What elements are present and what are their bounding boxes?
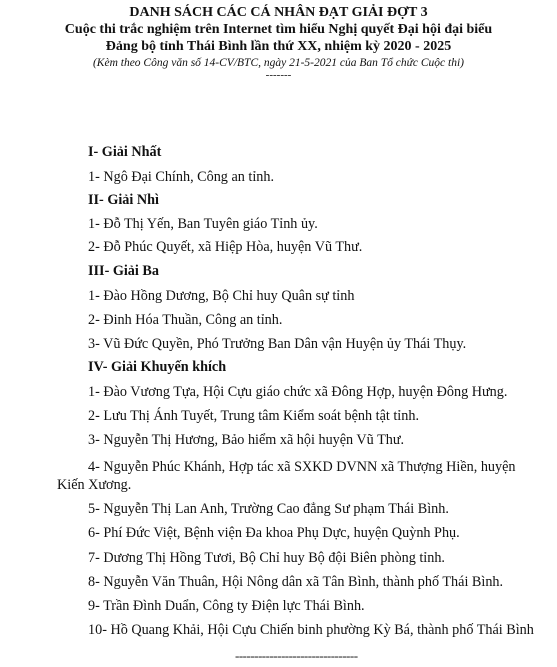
list-item: 6- Phí Đức Việt, Bệnh viện Đa khoa Phụ Dực, huyện Quỳnh Phụ. (88, 525, 460, 541)
document-subtitle-line-2: Đảng bộ tỉnh Thái Bình lần thứ XX, nhiệm kỳ 2020 - 2025 (105, 39, 452, 54)
list-item: 3- Nguyễn Thị Hương, Bảo hiểm xã hội huyện Vũ Thư. (88, 432, 405, 448)
section-heading-encouragement-prize: IV- Giải Khuyến khích (88, 359, 227, 375)
footer-separator: -------------------------------- (235, 648, 358, 663)
document-subtitle-line-1: Cuộc thi trắc nghiệm trên Internet tìm hiểu Nghị quyết Đại hội đại biểu (64, 22, 493, 37)
list-item: 8- Nguyễn Văn Thuân, Hội Nông dân xã Tân Bình, thành phố Thái Bình. (88, 574, 504, 590)
list-item: 10- Hồ Quang Khải, Hội Cựu Chiến binh phường Kỳ Bá, thành phố Thái Bình (88, 622, 534, 638)
list-item: 2- Đỗ Phúc Quyết, xã Hiệp Hòa, huyện Vũ Thư. (88, 239, 363, 255)
list-item: 1- Đào Vương Tựa, Hội Cựu giáo chức xã Đông Hợp, huyện Đông Hưng. (88, 384, 508, 400)
list-item: 2- Lưu Thị Ánh Tuyết, Trung tâm Kiểm soát bệnh tật tỉnh. (88, 408, 419, 424)
list-item: 3- Vũ Đức Quyền, Phó Trưởng Ban Dân vận Huyện ủy Thái Thụy. (88, 336, 467, 352)
list-item: 1- Ngô Đại Chính, Công an tỉnh. (88, 169, 275, 185)
section-heading-second-prize: II- Giải Nhì (88, 192, 159, 208)
list-item: 7- Dương Thị Hồng Tươi, Bộ Chỉ huy Bộ đội Biên phòng tỉnh. (88, 550, 445, 566)
document-note: (Kèm theo Công văn số 14-CV/BTC, ngày 21-5-2021 của Ban Tổ chức Cuộc thi) (92, 57, 465, 69)
document-title: DANH SÁCH CÁC CÁ NHÂN ĐẠT GIẢI ĐỢT 3 (129, 5, 428, 20)
list-item: 1- Đào Hồng Dương, Bộ Chỉ huy Quân sự tỉnh (88, 288, 355, 304)
list-item: 9- Trần Đình Duẩn, Công ty Điện lực Thái Bình. (88, 598, 365, 614)
list-item: 4- Nguyễn Phúc Khánh, Hợp tác xã SXKD DVNN xã Thượng Hiền, huyện (88, 459, 516, 475)
document-header (0, 4, 557, 80)
section-heading-third-prize: III- Giải Ba (88, 263, 159, 279)
list-item: 2- Đinh Hóa Thuần, Công an tỉnh. (88, 312, 283, 328)
list-item: 5- Nguyễn Thị Lan Anh, Trường Cao đẳng Sư phạm Thái Bình. (88, 501, 449, 517)
header-separator: ------- (265, 69, 292, 81)
section-heading-first-prize: I- Giải Nhất (88, 144, 162, 160)
list-item: 1- Đỗ Thị Yến, Ban Tuyên giáo Tỉnh ủy. (88, 216, 318, 232)
list-item-continuation: Kiến Xương. (57, 477, 132, 493)
